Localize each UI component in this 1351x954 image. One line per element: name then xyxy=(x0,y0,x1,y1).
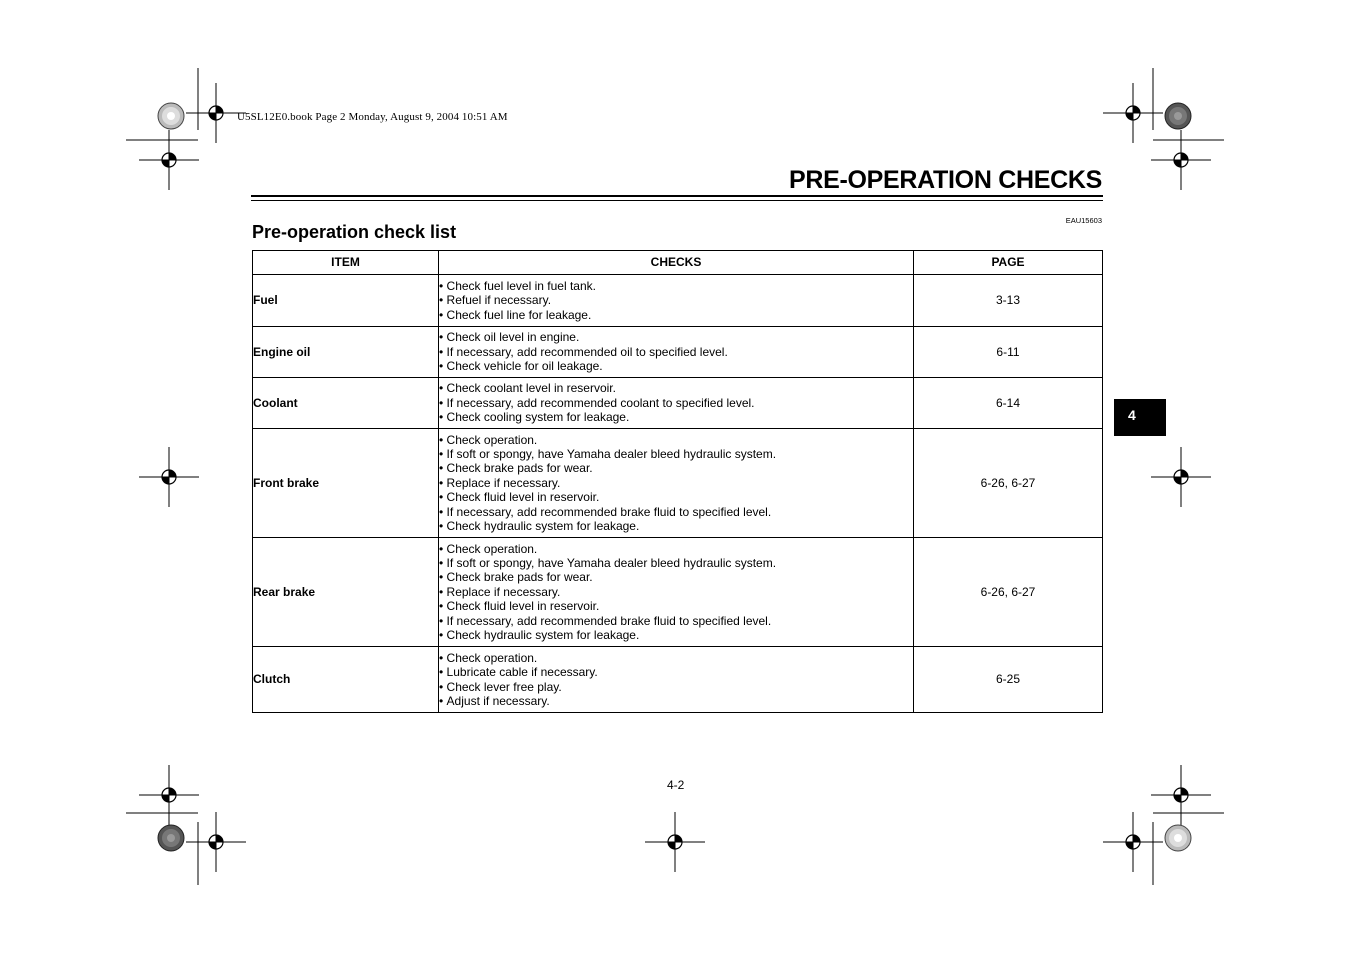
check-item: • Check lever free play. xyxy=(439,680,913,694)
check-item: • Check fuel level in fuel tank. xyxy=(439,279,913,293)
check-item: • If necessary, add recommended coolant to specified level. xyxy=(439,396,913,410)
item-cell: Clutch xyxy=(253,647,439,713)
table-row xyxy=(253,647,1103,713)
title-rule-thick xyxy=(251,195,1103,197)
section-code: EAU15603 xyxy=(1065,216,1102,225)
check-item: • Check fuel line for leakage. xyxy=(439,308,913,322)
page-number: 4-2 xyxy=(667,778,685,792)
chapter-tab: 4 xyxy=(1114,399,1166,436)
check-item: • Refuel if necessary. xyxy=(439,293,913,307)
item-cell: Engine oil xyxy=(253,327,439,378)
item-cell: Rear brake xyxy=(253,538,439,647)
print-info: U5SL12E0.book Page 2 Monday, August 9, 2004 10:51 AM xyxy=(237,111,508,123)
page-cell: 6-25 xyxy=(914,647,1103,713)
checks-cell xyxy=(439,538,914,647)
check-item: • If necessary, add recommended brake fluid to specified level. xyxy=(439,614,913,628)
check-item: • Check oil level in engine. xyxy=(439,330,913,344)
check-item: • Check hydraulic system for leakage. xyxy=(439,628,913,642)
item-cell: Fuel xyxy=(253,275,439,327)
checks-cell xyxy=(439,275,914,327)
check-item: • Check brake pads for wear. xyxy=(439,461,913,475)
page-cell: 6-11 xyxy=(914,327,1103,378)
checks-cell xyxy=(439,378,914,429)
check-item: • Check coolant level in reservoir. xyxy=(439,381,913,395)
table-row xyxy=(253,275,1103,327)
check-item: • If soft or spongy, have Yamaha dealer bleed hydraulic system. xyxy=(439,556,913,570)
check-item: • Check operation. xyxy=(439,433,913,447)
check-item: • Check brake pads for wear. xyxy=(439,570,913,584)
page-cell: 6-26, 6-27 xyxy=(914,429,1103,538)
check-item: • Lubricate cable if necessary. xyxy=(439,665,913,679)
check-item: • Adjust if necessary. xyxy=(439,694,913,708)
checks-cell xyxy=(439,647,914,713)
section-title: Pre-operation check list xyxy=(252,222,457,242)
title-rule-thin xyxy=(251,200,1103,201)
header-page: PAGE xyxy=(914,251,1103,275)
check-item: • Check fluid level in reservoir. xyxy=(439,599,913,613)
table-row xyxy=(253,378,1103,429)
page-cell: 6-14 xyxy=(914,378,1103,429)
check-item: • If necessary, add recommended brake fluid to specified level. xyxy=(439,505,913,519)
check-item: • Check hydraulic system for leakage. xyxy=(439,519,913,533)
table-row xyxy=(253,429,1103,538)
check-item: • Replace if necessary. xyxy=(439,476,913,490)
header-item: ITEM xyxy=(253,251,439,275)
check-item: • Replace if necessary. xyxy=(439,585,913,599)
check-item: • Check operation. xyxy=(439,542,913,556)
checks-cell xyxy=(439,327,914,378)
table-row xyxy=(253,327,1103,378)
page-cell: 3-13 xyxy=(914,275,1103,327)
checks-cell xyxy=(439,429,914,538)
table-header-row xyxy=(253,251,1103,275)
page-cell: 6-26, 6-27 xyxy=(914,538,1103,647)
check-item: • Check fluid level in reservoir. xyxy=(439,490,913,504)
item-cell: Front brake xyxy=(253,429,439,538)
check-item: • Check cooling system for leakage. xyxy=(439,410,913,424)
table-row xyxy=(253,538,1103,647)
check-item: • If soft or spongy, have Yamaha dealer bleed hydraulic system. xyxy=(439,447,913,461)
header-checks: CHECKS xyxy=(439,251,914,275)
item-cell: Coolant xyxy=(253,378,439,429)
check-list-table xyxy=(252,250,1103,713)
check-item: • If necessary, add recommended oil to specified level. xyxy=(439,345,913,359)
check-item: • Check operation. xyxy=(439,651,913,665)
chapter-title: PRE-OPERATION CHECKS xyxy=(788,166,1102,194)
check-item: • Check vehicle for oil leakage. xyxy=(439,359,913,373)
